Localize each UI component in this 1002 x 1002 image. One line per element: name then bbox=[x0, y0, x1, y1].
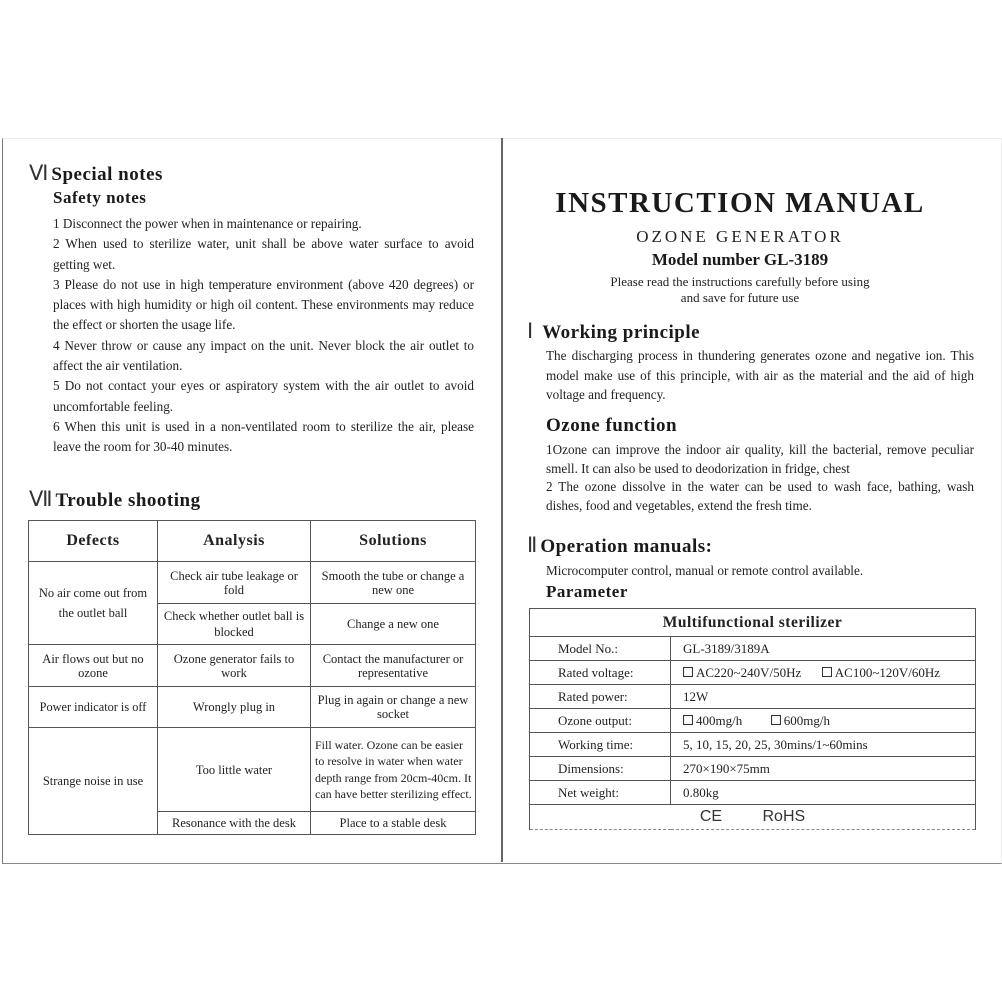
param-key: Working time: bbox=[530, 733, 671, 757]
param-key: Ozone output: bbox=[530, 709, 671, 733]
safety-note: 2 When used to sterilize water, unit shall be above water surface to avoid getting wet. bbox=[53, 236, 474, 272]
defect-cell: Strange noise in use bbox=[29, 728, 158, 835]
solution-cell: Place to a stable desk bbox=[311, 812, 476, 835]
table-row bbox=[530, 709, 976, 733]
analysis-cell: Check air tube leakage or fold bbox=[158, 562, 311, 604]
header-solutions: Solutions bbox=[311, 521, 476, 562]
ozone-function-item: 2 The ozone dissolve in the water can be used to wash face, bathing, wash dishes, food and vegetables, extend the fresh time. bbox=[546, 479, 974, 513]
analysis-cell: Wrongly plug in bbox=[158, 687, 311, 728]
table-row bbox=[29, 687, 476, 728]
table-row bbox=[29, 562, 476, 604]
section-title: Trouble shooting bbox=[55, 490, 201, 511]
safety-note: 3 Please do not use in high temperature environment (above 420 degrees) or places with high humidity or high oil content. These environments may reduce the effect or shorten the usage life. bbox=[53, 276, 474, 333]
section-title: Operation manuals: bbox=[540, 536, 713, 557]
paragraph: The discharging process in thundering generates ozone and negative ion. This model make use of this principle, with air as the material and the aid of high voltage and frequency. bbox=[546, 348, 974, 402]
safety-notes-list bbox=[53, 214, 474, 458]
rohs-mark-icon: RoHS bbox=[762, 808, 806, 825]
option-label: 600mg/h bbox=[783, 712, 830, 728]
table-row bbox=[530, 637, 976, 661]
section-numeral: Ⅶ bbox=[29, 487, 52, 511]
param-key: Dimensions: bbox=[530, 757, 671, 781]
table-row bbox=[530, 757, 976, 781]
ozone-function-list bbox=[546, 441, 974, 515]
checkbox-icon bbox=[771, 715, 781, 725]
product-name: OZONE GENERATOR bbox=[636, 227, 844, 246]
param-value bbox=[671, 709, 976, 733]
safety-note: 5 Do not contact your eyes or aspiratory system with the air outlet to avoid uncomfortable feeling. bbox=[53, 378, 474, 414]
section-title: Working principle bbox=[542, 322, 701, 343]
defect-cell: Air flows out but no ozone bbox=[29, 645, 158, 687]
model-number: Model number GL-3189 bbox=[651, 250, 829, 269]
section-numeral: Ⅵ bbox=[29, 161, 48, 185]
solution-cell: Smooth the tube or change a new one bbox=[311, 562, 476, 604]
analysis-cell: Check whether outlet ball is blocked bbox=[158, 604, 311, 645]
manual-title: INSTRUCTION MANUAL bbox=[555, 187, 925, 219]
table-row bbox=[29, 645, 476, 687]
param-value: 5, 10, 15, 20, 25, 30mins/1~60mins bbox=[671, 733, 976, 757]
special-notes-heading bbox=[29, 161, 163, 186]
table-row bbox=[530, 733, 976, 757]
table-row bbox=[29, 728, 476, 812]
solution-cell: Plug in again or change a new socket bbox=[311, 687, 476, 728]
param-value: 270×190×75mm bbox=[671, 757, 976, 781]
defect-cell: Power indicator is off bbox=[29, 687, 158, 728]
option-label: AC220~240V/50Hz bbox=[696, 664, 802, 680]
certification-row bbox=[530, 805, 976, 830]
parameter-table-title: Multifunctional sterilizer bbox=[530, 609, 976, 637]
safety-note: 1 Disconnect the power when in maintenance or repairing. bbox=[53, 216, 362, 231]
option-label: AC100~120V/60Hz bbox=[834, 664, 941, 680]
section-title: Special notes bbox=[51, 164, 163, 185]
param-value: 0.80kg bbox=[671, 781, 976, 805]
option-label: 400mg/h bbox=[696, 712, 743, 728]
read-note bbox=[520, 274, 960, 306]
param-value: GL-3189/3189A bbox=[671, 637, 976, 661]
ozone-function-title: Ozone function bbox=[546, 415, 678, 436]
trouble-shooting-table bbox=[28, 520, 476, 835]
safety-note: 6 When this unit is used in a non-ventilated room to sterilize the air, please leave the room for 30-40 minutes. bbox=[53, 418, 474, 455]
solution-cell: Change a new one bbox=[311, 604, 476, 645]
safety-note: 4 Never throw or cause any impact on the unit. Never block the air outlet to affect the air ventilation. bbox=[53, 337, 474, 374]
read-note-line2: and save for future use bbox=[680, 290, 800, 305]
table-row bbox=[530, 685, 976, 709]
header-defects: Defects bbox=[29, 521, 158, 562]
operation-text: Microcomputer control, manual or remote control available. bbox=[546, 563, 864, 578]
checkbox-icon bbox=[683, 715, 693, 725]
param-value: 12W bbox=[671, 685, 976, 709]
analysis-cell: Ozone generator fails to work bbox=[158, 645, 311, 687]
param-value bbox=[671, 661, 976, 685]
table-row bbox=[530, 661, 976, 685]
read-note-line1: Please read the instructions carefully before using bbox=[610, 274, 870, 289]
section-numeral: Ⅰ bbox=[527, 319, 533, 343]
param-key: Net weight: bbox=[530, 781, 671, 805]
operation-heading bbox=[527, 533, 712, 558]
param-key: Rated voltage: bbox=[530, 661, 671, 685]
table-header-row bbox=[29, 521, 476, 562]
parameter-table bbox=[529, 608, 976, 830]
checkbox-icon bbox=[683, 667, 693, 677]
parameter-title: Parameter bbox=[546, 582, 628, 601]
working-principle-text bbox=[546, 346, 974, 405]
safety-notes-subtitle: Safety notes bbox=[53, 188, 147, 207]
trouble-shooting-heading bbox=[29, 487, 201, 512]
ozone-function-item: 1Ozone can improve the indoor air quality, kill the bacterial, remove peculiar smell. It can also be used to deodorization in fridge, chest bbox=[546, 442, 974, 476]
table-row bbox=[530, 781, 976, 805]
working-principle-heading bbox=[527, 319, 700, 344]
param-key: Rated power: bbox=[530, 685, 671, 709]
ce-mark-icon: CE bbox=[699, 808, 723, 825]
defect-cell: No air come out from the outlet ball bbox=[29, 562, 158, 645]
solution-cell: Fill water. Ozone can be easier to resolve in water when water depth range from 20cm-40cm. It can have better sterilizing effect. bbox=[311, 728, 476, 812]
checkbox-icon bbox=[822, 667, 832, 677]
solution-cell: Contact the manufacturer or representative bbox=[311, 645, 476, 687]
param-key: Model No.: bbox=[530, 637, 671, 661]
section-numeral: Ⅱ bbox=[527, 533, 537, 557]
analysis-cell: Resonance with the desk bbox=[158, 812, 311, 835]
page-divider bbox=[501, 138, 503, 862]
analysis-cell: Too little water bbox=[158, 728, 311, 812]
header-analysis: Analysis bbox=[158, 521, 311, 562]
